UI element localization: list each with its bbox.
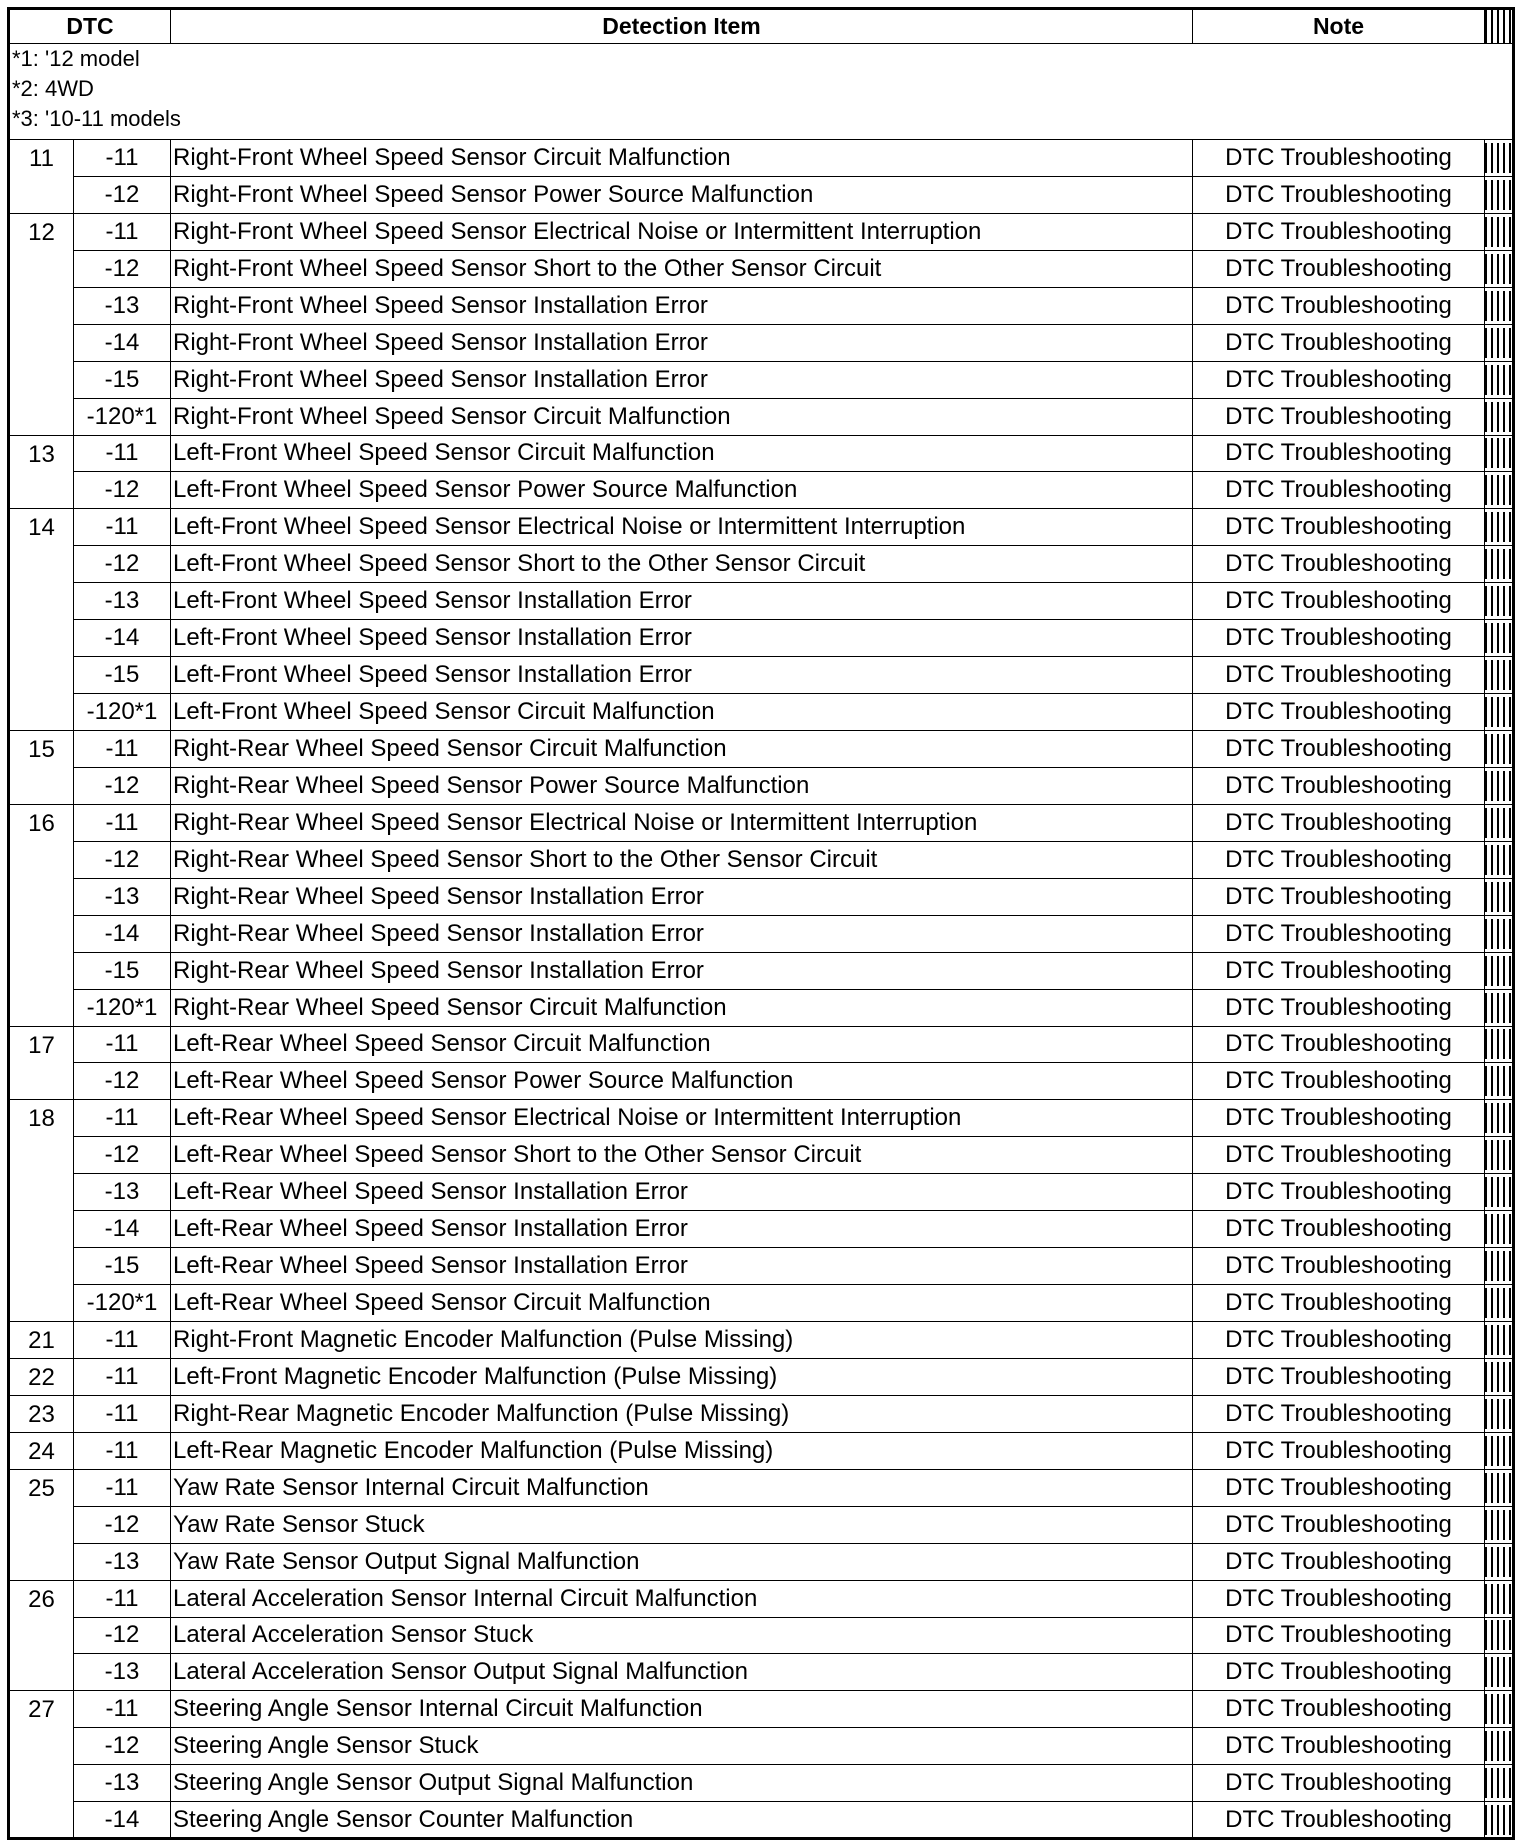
table-row: [9, 989, 1514, 1026]
table-row: [9, 767, 1514, 804]
edge-marker: [1485, 915, 1514, 952]
table-row: [9, 287, 1514, 324]
dtc-sub-code: -11: [74, 731, 171, 768]
table-row: [9, 1654, 1514, 1691]
dtc-main-code: 17: [9, 1026, 74, 1100]
edge-marker: [1485, 1285, 1514, 1322]
edge-marker: [1485, 1580, 1514, 1617]
detection-item: Right-Front Wheel Speed Sensor Circuit Malfunction: [171, 140, 1193, 177]
dtc-sub-code: -14: [74, 620, 171, 657]
edge-marker: [1485, 398, 1514, 435]
note-link: DTC Troubleshooting: [1193, 1395, 1485, 1432]
dtc-sub-code: -12: [74, 841, 171, 878]
table-row: [9, 398, 1514, 435]
note-link: DTC Troubleshooting: [1193, 1728, 1485, 1765]
edge-marker: [1485, 509, 1514, 546]
header-dtc: DTC: [9, 9, 171, 44]
edge-marker: [1485, 1506, 1514, 1543]
dtc-sub-code: -13: [74, 583, 171, 620]
dtc-sub-code: -15: [74, 361, 171, 398]
edge-marker: [1485, 583, 1514, 620]
edge-marker: [1485, 324, 1514, 361]
detection-item: Left-Rear Magnetic Encoder Malfunction (Pulse Missing): [171, 1432, 1193, 1469]
edge-marker: [1485, 1358, 1514, 1395]
dtc-main-code: 11: [9, 140, 74, 214]
edge-marker: [1485, 878, 1514, 915]
edge-marker: [1485, 1617, 1514, 1654]
table-row: [9, 472, 1514, 509]
note-link: DTC Troubleshooting: [1193, 176, 1485, 213]
table-row: [9, 1802, 1514, 1839]
note-link: DTC Troubleshooting: [1193, 1248, 1485, 1285]
table-row: [9, 915, 1514, 952]
note-link: DTC Troubleshooting: [1193, 509, 1485, 546]
detection-item: Steering Angle Sensor Counter Malfunction: [171, 1802, 1193, 1839]
table-row: [9, 878, 1514, 915]
note-link: DTC Troubleshooting: [1193, 1617, 1485, 1654]
dtc-main-code: 13: [9, 435, 74, 509]
table-row: [9, 1063, 1514, 1100]
detection-item: Right-Front Wheel Speed Sensor Electrical Noise or Intermittent Interruption: [171, 213, 1193, 250]
detection-item: Yaw Rate Sensor Internal Circuit Malfunction: [171, 1469, 1193, 1506]
detection-item: Right-Rear Wheel Speed Sensor Installation Error: [171, 915, 1193, 952]
note-link: DTC Troubleshooting: [1193, 546, 1485, 583]
dtc-main-code: 23: [9, 1395, 74, 1432]
detection-item: Left-Front Wheel Speed Sensor Installation Error: [171, 657, 1193, 694]
table-row: [9, 657, 1514, 694]
dtc-sub-code: -14: [74, 1211, 171, 1248]
dtc-sub-code: -120*1: [74, 398, 171, 435]
detection-item: Right-Front Wheel Speed Sensor Installation Error: [171, 324, 1193, 361]
header-note: Note: [1193, 9, 1485, 44]
detection-item: Left-Rear Wheel Speed Sensor Power Source Malfunction: [171, 1063, 1193, 1100]
dtc-sub-code: -11: [74, 509, 171, 546]
edge-marker: [1485, 1654, 1514, 1691]
edge-marker: [1485, 989, 1514, 1026]
detection-item: Right-Rear Wheel Speed Sensor Electrical Noise or Intermittent Interruption: [171, 804, 1193, 841]
edge-marker: [1485, 1395, 1514, 1432]
note-link: DTC Troubleshooting: [1193, 694, 1485, 731]
detection-item: Right-Rear Magnetic Encoder Malfunction (Pulse Missing): [171, 1395, 1193, 1432]
dtc-sub-code: -12: [74, 1137, 171, 1174]
dtc-main-code: 22: [9, 1358, 74, 1395]
dtc-sub-code: -120*1: [74, 694, 171, 731]
detection-item: Left-Front Wheel Speed Sensor Circuit Malfunction: [171, 435, 1193, 472]
edge-marker: [1485, 767, 1514, 804]
edge-marker: [1485, 361, 1514, 398]
table-row: [9, 509, 1514, 546]
edge-marker: [1485, 213, 1514, 250]
detection-item: Steering Angle Sensor Stuck: [171, 1728, 1193, 1765]
dtc-sub-code: -15: [74, 657, 171, 694]
edge-marker: [1485, 731, 1514, 768]
detection-item: Left-Front Wheel Speed Sensor Installation Error: [171, 620, 1193, 657]
note-link: DTC Troubleshooting: [1193, 1211, 1485, 1248]
edge-marker: [1485, 1765, 1514, 1802]
note-link: DTC Troubleshooting: [1193, 398, 1485, 435]
detection-item: Right-Front Wheel Speed Sensor Installation Error: [171, 287, 1193, 324]
note-link: DTC Troubleshooting: [1193, 804, 1485, 841]
table-row: [9, 140, 1514, 177]
note-link: DTC Troubleshooting: [1193, 878, 1485, 915]
detection-item: Left-Front Wheel Speed Sensor Installation Error: [171, 583, 1193, 620]
edge-marker: [1485, 1026, 1514, 1063]
edge-marker: [1485, 694, 1514, 731]
table-row: [9, 804, 1514, 841]
dtc-sub-code: -11: [74, 1432, 171, 1469]
note-link: DTC Troubleshooting: [1193, 287, 1485, 324]
edge-marker: [1485, 546, 1514, 583]
detection-item: Right-Rear Wheel Speed Sensor Power Source Malfunction: [171, 767, 1193, 804]
note-link: DTC Troubleshooting: [1193, 1174, 1485, 1211]
table-row: [9, 1211, 1514, 1248]
dtc-sub-code: -13: [74, 1765, 171, 1802]
dtc-sub-code: -12: [74, 176, 171, 213]
table-row: [9, 435, 1514, 472]
detection-item: Left-Rear Wheel Speed Sensor Installation Error: [171, 1174, 1193, 1211]
note-link: DTC Troubleshooting: [1193, 140, 1485, 177]
detection-item: Steering Angle Sensor Output Signal Malfunction: [171, 1765, 1193, 1802]
note-link: DTC Troubleshooting: [1193, 250, 1485, 287]
edge-marker: [1485, 1174, 1514, 1211]
note-link: DTC Troubleshooting: [1193, 915, 1485, 952]
footnote-2: *2: 4WD: [12, 76, 94, 101]
edge-marker: [1485, 620, 1514, 657]
detection-item: Steering Angle Sensor Internal Circuit Malfunction: [171, 1691, 1193, 1728]
detection-item: Lateral Acceleration Sensor Stuck: [171, 1617, 1193, 1654]
dtc-main-code: 21: [9, 1322, 74, 1359]
dtc-sub-code: -13: [74, 878, 171, 915]
dtc-sub-code: -120*1: [74, 1285, 171, 1322]
dtc-sub-code: -12: [74, 1728, 171, 1765]
edge-marker: [1485, 435, 1514, 472]
dtc-sub-code: -14: [74, 324, 171, 361]
note-link: DTC Troubleshooting: [1193, 361, 1485, 398]
detection-item: Right-Front Wheel Speed Sensor Power Source Malfunction: [171, 176, 1193, 213]
table-row: [9, 1543, 1514, 1580]
dtc-sub-code: -12: [74, 1506, 171, 1543]
detection-item: Left-Front Wheel Speed Sensor Electrical Noise or Intermittent Interruption: [171, 509, 1193, 546]
note-link: DTC Troubleshooting: [1193, 1063, 1485, 1100]
table-row: [9, 731, 1514, 768]
note-link: DTC Troubleshooting: [1193, 767, 1485, 804]
dtc-sub-code: -11: [74, 804, 171, 841]
dtc-main-code: 16: [9, 804, 74, 1026]
note-link: DTC Troubleshooting: [1193, 731, 1485, 768]
detection-item: Left-Rear Wheel Speed Sensor Installation Error: [171, 1211, 1193, 1248]
footnote-3: *3: '10-11 models: [12, 106, 181, 131]
edge-marker: [1485, 1322, 1514, 1359]
dtc-sub-code: -12: [74, 767, 171, 804]
note-link: DTC Troubleshooting: [1193, 435, 1485, 472]
detection-item: Right-Front Wheel Speed Sensor Installation Error: [171, 361, 1193, 398]
detection-item: Right-Rear Wheel Speed Sensor Circuit Malfunction: [171, 989, 1193, 1026]
table-row: [9, 1617, 1514, 1654]
dtc-sub-code: -11: [74, 1322, 171, 1359]
edge-marker: [1485, 472, 1514, 509]
dtc-sub-code: -12: [74, 250, 171, 287]
dtc-sub-code: -15: [74, 1248, 171, 1285]
note-link: DTC Troubleshooting: [1193, 1543, 1485, 1580]
edge-marker: [1485, 1543, 1514, 1580]
note-link: DTC Troubleshooting: [1193, 952, 1485, 989]
dtc-main-code: 24: [9, 1432, 74, 1469]
dtc-sub-code: -12: [74, 472, 171, 509]
note-link: DTC Troubleshooting: [1193, 1100, 1485, 1137]
dtc-main-code: 26: [9, 1580, 74, 1691]
edge-marker: [1485, 1137, 1514, 1174]
dtc-main-code: 25: [9, 1469, 74, 1580]
table-row: [9, 324, 1514, 361]
table-row: [9, 1174, 1514, 1211]
detection-item: Right-Front Wheel Speed Sensor Short to the Other Sensor Circuit: [171, 250, 1193, 287]
note-link: DTC Troubleshooting: [1193, 1432, 1485, 1469]
edge-marker: [1485, 287, 1514, 324]
table-row: [9, 841, 1514, 878]
table-row: [9, 952, 1514, 989]
note-link: DTC Troubleshooting: [1193, 1580, 1485, 1617]
dtc-sub-code: -13: [74, 1174, 171, 1211]
table-row: [9, 250, 1514, 287]
table-row: [9, 1248, 1514, 1285]
detection-item: Yaw Rate Sensor Stuck: [171, 1506, 1193, 1543]
note-link: DTC Troubleshooting: [1193, 657, 1485, 694]
note-link: DTC Troubleshooting: [1193, 1026, 1485, 1063]
detection-item: Left-Rear Wheel Speed Sensor Installation Error: [171, 1248, 1193, 1285]
table-header-row: [9, 9, 1514, 44]
footnote-row: [9, 44, 1514, 140]
dtc-main-code: 14: [9, 509, 74, 731]
dtc-sub-code: -13: [74, 1543, 171, 1580]
table-row: [9, 213, 1514, 250]
dtc-sub-code: -13: [74, 287, 171, 324]
dtc-sub-code: -13: [74, 1654, 171, 1691]
edge-marker: [1485, 1469, 1514, 1506]
table-row: [9, 1358, 1514, 1395]
detection-item: Lateral Acceleration Sensor Output Signal Malfunction: [171, 1654, 1193, 1691]
note-link: DTC Troubleshooting: [1193, 1322, 1485, 1359]
edge-marker: [1485, 1063, 1514, 1100]
edge-marker: [1485, 1248, 1514, 1285]
detection-item: Left-Front Wheel Speed Sensor Short to the Other Sensor Circuit: [171, 546, 1193, 583]
dtc-table: [7, 7, 1515, 1840]
table-row: [9, 1322, 1514, 1359]
note-link: DTC Troubleshooting: [1193, 1285, 1485, 1322]
note-link: DTC Troubleshooting: [1193, 1691, 1485, 1728]
note-link: DTC Troubleshooting: [1193, 841, 1485, 878]
footnotes: [9, 44, 1514, 140]
detection-item: Left-Rear Wheel Speed Sensor Short to the Other Sensor Circuit: [171, 1137, 1193, 1174]
dtc-sub-code: -11: [74, 1358, 171, 1395]
table-body: [9, 44, 1514, 1839]
table-row: [9, 1137, 1514, 1174]
detection-item: Right-Front Wheel Speed Sensor Circuit Malfunction: [171, 398, 1193, 435]
dtc-sub-code: -11: [74, 1026, 171, 1063]
dtc-sub-code: -11: [74, 1100, 171, 1137]
detection-item: Left-Front Magnetic Encoder Malfunction (Pulse Missing): [171, 1358, 1193, 1395]
table-row: [9, 1691, 1514, 1728]
dtc-sub-code: -11: [74, 140, 171, 177]
edge-marker: [1485, 1802, 1514, 1839]
edge-marker: [1485, 250, 1514, 287]
table-row: [9, 1580, 1514, 1617]
detection-item: Lateral Acceleration Sensor Internal Circuit Malfunction: [171, 1580, 1193, 1617]
note-link: DTC Troubleshooting: [1193, 324, 1485, 361]
dtc-main-code: 18: [9, 1100, 74, 1322]
dtc-sub-code: -11: [74, 435, 171, 472]
table-row: [9, 1285, 1514, 1322]
note-link: DTC Troubleshooting: [1193, 1137, 1485, 1174]
note-link: DTC Troubleshooting: [1193, 1469, 1485, 1506]
detection-item: Right-Front Magnetic Encoder Malfunction (Pulse Missing): [171, 1322, 1193, 1359]
dtc-main-code: 27: [9, 1691, 74, 1839]
note-link: DTC Troubleshooting: [1193, 583, 1485, 620]
edge-marker: [1485, 9, 1514, 44]
detection-item: Right-Rear Wheel Speed Sensor Installation Error: [171, 952, 1193, 989]
dtc-sub-code: -11: [74, 1580, 171, 1617]
note-link: DTC Troubleshooting: [1193, 472, 1485, 509]
detection-item: Left-Front Wheel Speed Sensor Circuit Malfunction: [171, 694, 1193, 731]
table-row: [9, 1395, 1514, 1432]
table-row: [9, 1432, 1514, 1469]
note-link: DTC Troubleshooting: [1193, 620, 1485, 657]
dtc-sub-code: -11: [74, 1691, 171, 1728]
table-row: [9, 1765, 1514, 1802]
detection-item: Yaw Rate Sensor Output Signal Malfunction: [171, 1543, 1193, 1580]
table-row: [9, 1026, 1514, 1063]
note-link: DTC Troubleshooting: [1193, 1358, 1485, 1395]
table-row: [9, 546, 1514, 583]
detection-item: Right-Rear Wheel Speed Sensor Installation Error: [171, 878, 1193, 915]
table-row: [9, 1506, 1514, 1543]
detection-item: Right-Rear Wheel Speed Sensor Short to the Other Sensor Circuit: [171, 841, 1193, 878]
table-row: [9, 1728, 1514, 1765]
edge-marker: [1485, 1211, 1514, 1248]
edge-marker: [1485, 1432, 1514, 1469]
dtc-sub-code: -14: [74, 1802, 171, 1839]
footnote-1: *1: '12 model: [12, 46, 140, 71]
edge-marker: [1485, 1728, 1514, 1765]
dtc-main-code: 12: [9, 213, 74, 435]
table-row: [9, 1469, 1514, 1506]
dtc-main-code: 15: [9, 731, 74, 805]
edge-marker: [1485, 176, 1514, 213]
note-link: DTC Troubleshooting: [1193, 1654, 1485, 1691]
table-row: [9, 361, 1514, 398]
dtc-sub-code: -120*1: [74, 989, 171, 1026]
table-row: [9, 176, 1514, 213]
detection-item: Left-Rear Wheel Speed Sensor Circuit Malfunction: [171, 1285, 1193, 1322]
detection-item: Right-Rear Wheel Speed Sensor Circuit Malfunction: [171, 731, 1193, 768]
header-detection-item: Detection Item: [171, 9, 1193, 44]
edge-marker: [1485, 804, 1514, 841]
table-row: [9, 583, 1514, 620]
edge-marker: [1485, 1691, 1514, 1728]
edge-marker: [1485, 1100, 1514, 1137]
note-link: DTC Troubleshooting: [1193, 1802, 1485, 1839]
dtc-sub-code: -15: [74, 952, 171, 989]
edge-marker: [1485, 657, 1514, 694]
detection-item: Left-Rear Wheel Speed Sensor Circuit Malfunction: [171, 1026, 1193, 1063]
edge-marker: [1485, 140, 1514, 177]
detection-item: Left-Front Wheel Speed Sensor Power Source Malfunction: [171, 472, 1193, 509]
note-link: DTC Troubleshooting: [1193, 989, 1485, 1026]
dtc-sub-code: -12: [74, 1063, 171, 1100]
note-link: DTC Troubleshooting: [1193, 1506, 1485, 1543]
dtc-sub-code: -11: [74, 1395, 171, 1432]
table-row: [9, 1100, 1514, 1137]
edge-marker: [1485, 841, 1514, 878]
dtc-sub-code: -11: [74, 213, 171, 250]
detection-item: Left-Rear Wheel Speed Sensor Electrical Noise or Intermittent Interruption: [171, 1100, 1193, 1137]
edge-marker: [1485, 952, 1514, 989]
dtc-sub-code: -12: [74, 546, 171, 583]
table-row: [9, 694, 1514, 731]
note-link: DTC Troubleshooting: [1193, 1765, 1485, 1802]
note-link: DTC Troubleshooting: [1193, 213, 1485, 250]
dtc-sub-code: -11: [74, 1469, 171, 1506]
dtc-sub-code: -12: [74, 1617, 171, 1654]
dtc-sub-code: -14: [74, 915, 171, 952]
table-row: [9, 620, 1514, 657]
